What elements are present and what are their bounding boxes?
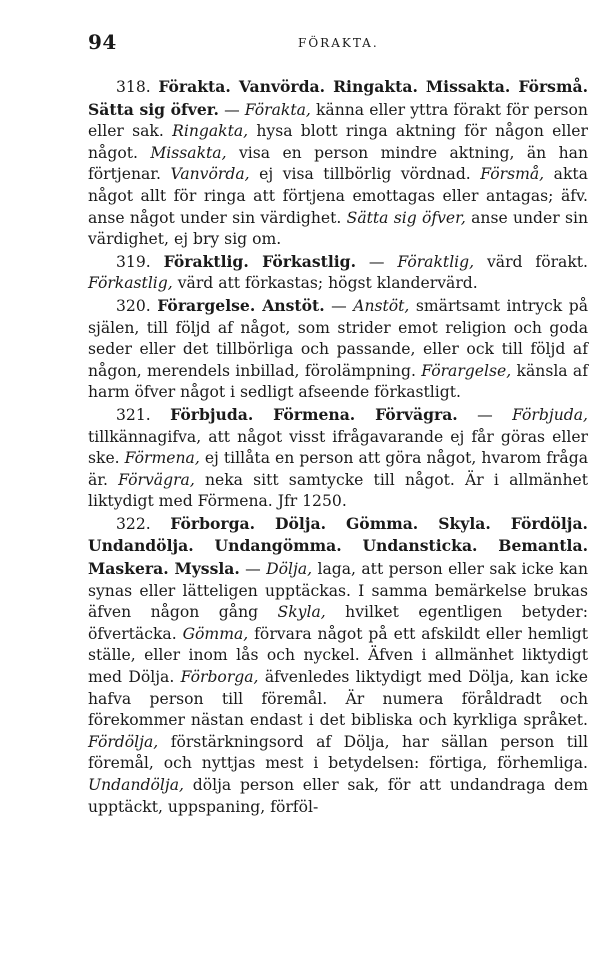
entry-321: [88, 404, 588, 513]
entry-headwords: Förborga. Dölja. Gömma. Skyla. Fördölja. Undandölja. Undangömma. Undansticka. Bemantla. Maskera. Myssla.: [88, 513, 588, 579]
entry-number: 322.: [116, 514, 151, 533]
entry-body: [88, 560, 588, 816]
page-number: 94: [88, 30, 117, 54]
defined-term: Föraktlig,: [397, 252, 475, 271]
definition-text: värd att förkastas; högst klandervärd.: [172, 274, 478, 293]
entry-number: 318.: [116, 78, 151, 96]
entry-headwords: Förbjuda. Förmena. Förvägra.: [170, 404, 458, 424]
entry-322: [88, 513, 588, 818]
definition-text: förstärkningsord af Dölja, har sällan person till föremål, och nyttjas mest i betydelsen: förtiga, förhemliga.: [88, 732, 588, 773]
entry-number: 321.: [116, 405, 151, 424]
defined-term: Förbjuda,: [512, 405, 588, 424]
entry-319: [88, 251, 588, 295]
definition-text: —: [457, 405, 513, 424]
defined-term: Förmena,: [124, 449, 200, 468]
definition-text: känsla af harm öfver något i sedligt afseende förkastligt.: [88, 361, 589, 402]
entry-number: 320.: [116, 296, 151, 315]
defined-term: Förborga,: [180, 668, 259, 687]
defined-term: Dölja,: [266, 560, 313, 579]
entry-body: [88, 101, 588, 249]
entry-320: [88, 295, 588, 404]
defined-term: Förargelse,: [421, 361, 512, 380]
definition-text: smärtsamt intryck på själen, till följd af något, som strider emot religion och goda seder eller det tillbörliga och passande, eller ock till följd af någon, merendels inbillad, förolämpning.: [88, 296, 588, 380]
definition-text: äfvenledes liktydigt med Dölja, kan icke hafva person till föremål. Är numera föråldradt och förekommer nästan endast i det bibliska och kyrkliga språket.: [88, 668, 588, 730]
defined-term: Skyla,: [277, 603, 326, 622]
defined-term: Ringakta,: [172, 122, 249, 141]
book-page: [88, 30, 588, 950]
definition-text: värd förakt.: [474, 252, 589, 271]
definition-text: känna eller yttra förakt för person eller sak.: [88, 100, 588, 141]
entry-headwords: Förakta. Vanvörda. Ringakta. Missakta. Försmå. Sätta sig öfver.: [88, 77, 588, 119]
definition-text: laga, att person eller sak icke kan synas eller lätteligen upptäckas. I samma bemärkelse brukas äfven någon gång: [88, 560, 589, 622]
defined-term: Anstöt,: [353, 296, 410, 315]
defined-term: Förkastlig,: [88, 274, 173, 293]
defined-term: Gömma,: [182, 624, 249, 643]
defined-term: Förvägra,: [118, 470, 195, 489]
definition-text: ej visa tillbörlig vördnad.: [249, 165, 481, 184]
definition-text: förvara något på ett afskildt eller hemligt ställe, eller inom lås och nyckel. Äfven i allmänhet liktydigt med Dölja.: [88, 624, 588, 687]
entry-318: [88, 76, 588, 251]
definition-text: visa en person mindre aktning, än han förtjenar.: [88, 143, 588, 184]
definition-text: neka sitt samtycke till något. Är i allmänhet liktydigt med Förmena. Jfr 1250.: [88, 470, 589, 511]
entry-headwords: Förargelse. Anstöt.: [157, 295, 325, 315]
definition-text: anse under sin värdighet, ej bry sig om.: [88, 208, 588, 249]
definition-text: hysa blott ringa aktning för någon eller något.: [88, 122, 588, 162]
entry-headwords: Föraktlig. Förkastlig.: [163, 251, 357, 271]
defined-term: Missakta,: [150, 143, 227, 162]
definition-text: —: [356, 252, 398, 271]
defined-term: Fördölja,: [88, 732, 159, 751]
defined-term: Vanvörda,: [170, 165, 250, 184]
defined-term: Försmå,: [480, 165, 545, 184]
definition-text: dölja person eller sak, för att undandraga dem upptäckt, uppspaning, förföl-: [88, 776, 588, 816]
defined-term: Undandölja,: [88, 776, 184, 794]
definition-text: hvilket egentligen betyder: öfvertäcka.: [88, 603, 588, 643]
running-head: FÖRAKTA.: [298, 36, 379, 50]
definition-text: akta något allt för ringa att förtjena emottagas eller antagas; äfv. anse något under sin värdighet.: [88, 165, 588, 227]
entry-list: [88, 76, 588, 818]
defined-term: Förakta,: [244, 100, 311, 119]
entry-number: 319.: [116, 252, 151, 271]
definition-text: —: [239, 560, 267, 579]
definition-text: tillkännagifva, att något visst ifrågavarande ej får göras eller ske.: [88, 427, 588, 468]
defined-term: Sätta sig öfver,: [346, 208, 466, 227]
definition-text: ej tillåta en person att göra något, hvarom fråga är.: [88, 449, 588, 489]
definition-text: —: [218, 100, 245, 119]
page-header: [88, 30, 588, 70]
definition-text: —: [324, 296, 354, 315]
